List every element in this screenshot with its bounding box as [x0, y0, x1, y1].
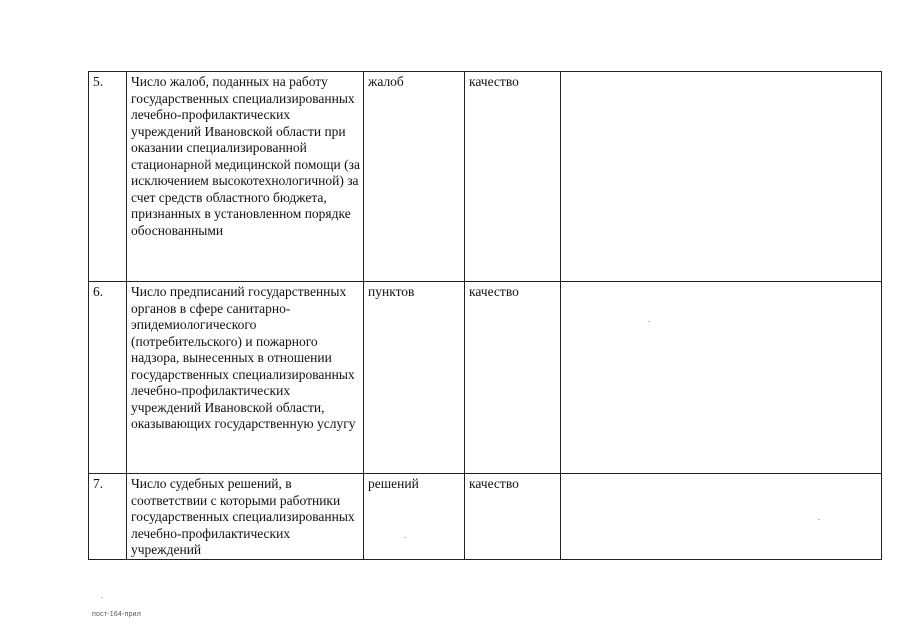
indicator-name-text: Число жалоб, поданных на работу государственных специализированных лечебно-профилактических учреждений Ивановской области при оказании специализированной стационарной медицинской помощи (за исключением высокотехнологичной) за счет средств областного бюджета, признанных в установленном порядке обоснованными [131, 74, 360, 238]
unit-cell: решений [364, 474, 465, 560]
indicator-name-text: Число судебных решений, в соответствии с которыми работники государственных специализированных лечебно-профилактических учреждений [131, 476, 355, 557]
scan-speck [818, 519, 820, 520]
indicator-type-cell: качество [465, 72, 561, 282]
empty-cell [561, 72, 882, 282]
indicators-table [88, 71, 882, 560]
empty-cell [561, 474, 882, 560]
indicator-name-cell [127, 282, 364, 474]
indicator-name-text: Число предписаний государственных органов в сфере санитарно-эпидемиологического (потребительского) и пожарного надзора, вынесенных в отношении государственных специализированных лечебно-профилактических учреждений Ивановской области, оказывающих государственную услугу [131, 284, 356, 431]
table-row [89, 72, 882, 282]
indicator-name-cell [127, 72, 364, 282]
unit-cell: пунктов [364, 282, 465, 474]
scan-speck [648, 321, 650, 322]
row-number-cell: 5. [89, 72, 127, 282]
indicator-type-cell: качество [465, 474, 561, 560]
row-number-cell: 7. [89, 474, 127, 560]
footer-note: пост-164-прил [92, 611, 142, 618]
indicator-type-cell: качество [465, 282, 561, 474]
indicator-name-cell [127, 474, 364, 560]
unit-cell: жалоб [364, 72, 465, 282]
table-row [89, 282, 882, 474]
empty-cell [561, 282, 882, 474]
scan-speck [101, 597, 103, 598]
table-row [89, 474, 882, 560]
scan-speck [404, 537, 406, 538]
row-number-cell: 6. [89, 282, 127, 474]
